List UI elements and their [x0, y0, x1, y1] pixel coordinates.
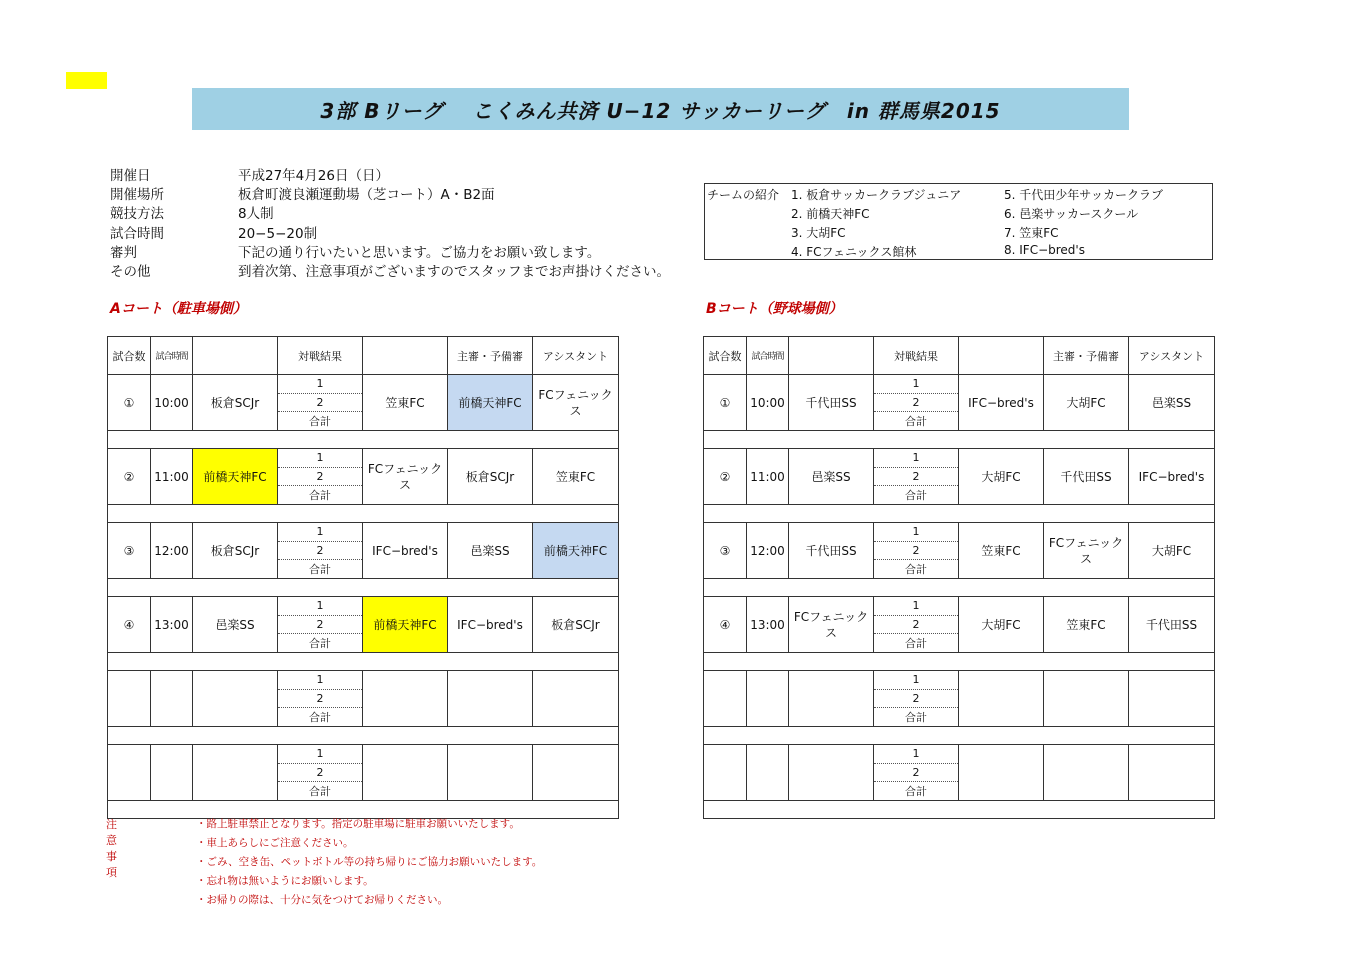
header-blank: [789, 337, 874, 375]
match-row: [704, 523, 1215, 579]
score-cell: [278, 523, 363, 579]
court-b-title: Bコート（野球場側）: [706, 301, 843, 317]
referee-text: 大胡FC: [1066, 395, 1106, 410]
away-team-text: IFC−bred's: [372, 543, 438, 558]
match-number-text: ④: [123, 617, 135, 632]
score-half-1: 1: [278, 671, 362, 690]
score-cell: [278, 671, 363, 727]
away-team: [363, 375, 448, 431]
assistant: [533, 449, 619, 505]
header-time: 試合時間: [151, 337, 193, 375]
score-half-1: 1: [874, 449, 958, 468]
match-row: [704, 745, 1215, 801]
title-banner: [192, 88, 1129, 130]
note-line: ・ごみ、空き缶、ペットボトル等の持ち帰りにご協力お願いいたします。: [196, 856, 543, 868]
score-total: 合計: [309, 489, 331, 503]
home-team-text: FCフェニックス: [793, 609, 869, 640]
score-half-2: 2: [278, 542, 362, 561]
team-item: 1. 板倉サッカークラブジュニア: [791, 188, 962, 202]
match-time: [747, 523, 789, 579]
score-half-2: 2: [278, 468, 362, 487]
score-total: 合計: [905, 563, 927, 577]
assistant-text: 千代田SS: [1145, 617, 1198, 632]
match-row: [704, 597, 1215, 653]
match-number: [108, 745, 151, 801]
referee-text: 前橋天神FC: [458, 395, 522, 410]
score-half-1: 1: [874, 597, 958, 616]
score-cell: [874, 523, 959, 579]
home-team: [789, 449, 874, 505]
match-row: [108, 375, 619, 431]
match-time-text: 12:00: [750, 543, 785, 558]
home-team: [193, 671, 278, 727]
info-value: 8人制: [238, 206, 274, 223]
match-number: [108, 523, 151, 579]
away-team: [959, 523, 1044, 579]
team-item: 2. 前橋天神FC: [791, 207, 870, 221]
header-row: [704, 337, 1215, 375]
info-label: 開催日: [110, 167, 151, 184]
away-team: [959, 671, 1044, 727]
event-info: [110, 164, 670, 280]
match-time-text: 13:00: [750, 617, 785, 632]
score-half-2: 2: [278, 690, 362, 709]
match-time: [151, 597, 193, 653]
header-row: [108, 337, 619, 375]
score-half-1: 1: [278, 375, 362, 394]
match-time: [151, 449, 193, 505]
assistant-text: 大胡FC: [1151, 543, 1192, 558]
match-time: [151, 671, 193, 727]
assistant: [1129, 671, 1215, 727]
assistant-text: 板倉SCJr: [551, 617, 600, 632]
score-half-1: 1: [874, 375, 958, 394]
score-cell: [278, 449, 363, 505]
referee-text: IFC−bred's: [457, 617, 523, 632]
header-assistant: アシスタント: [533, 337, 619, 375]
match-time: [747, 745, 789, 801]
assistant: [533, 597, 619, 653]
info-row: [110, 260, 670, 279]
score-half-2: 2: [278, 764, 362, 783]
match-number-text: ③: [719, 543, 731, 558]
match-row: [704, 671, 1215, 727]
header-referee: 主審・予備審: [448, 337, 533, 375]
match-number-text: ②: [719, 469, 731, 484]
info-label: 開催場所: [110, 186, 164, 203]
match-number: [704, 449, 747, 505]
match-row: [108, 671, 619, 727]
match-time-text: 12:00: [154, 543, 189, 558]
note-line: ・路上駐車禁止となります。指定の駐車場に駐車お願いいたします。: [196, 818, 520, 830]
away-team: [363, 523, 448, 579]
match-row: [108, 745, 619, 801]
header-num: 試合数: [704, 337, 747, 375]
score-total: 合計: [905, 489, 927, 503]
referee: [1044, 523, 1129, 579]
match-row: [108, 449, 619, 505]
info-label: その他: [110, 264, 151, 281]
home-team: [789, 523, 874, 579]
header-blank: [363, 337, 448, 375]
away-team-text: FCフェニックス: [367, 461, 443, 492]
home-team: [193, 597, 278, 653]
match-number: [704, 745, 747, 801]
score-half-1: 1: [874, 523, 958, 542]
referee: [1044, 375, 1129, 431]
note-line: ・車上あらしにご注意ください。: [196, 837, 354, 849]
team-intro-label: チームの紹介: [707, 188, 780, 202]
away-team-text: 大胡FC: [981, 617, 1021, 632]
info-value: 到着次第、注意事項がございますのでスタッフまでお声掛けください。: [238, 264, 670, 281]
referee-text: 邑楽SS: [470, 543, 510, 558]
away-team-text: 前橋天神FC: [373, 617, 437, 632]
match-number: [108, 375, 151, 431]
home-team: [789, 671, 874, 727]
assistant: [533, 523, 619, 579]
match-row: [704, 449, 1215, 505]
court-a-table: [107, 336, 619, 819]
page-title: 3部 Bリーグ こくみん共済 U−12 サッカーリーグ in 群馬県2015: [320, 98, 1001, 123]
referee-text: 板倉SCJr: [465, 469, 515, 484]
home-team: [193, 523, 278, 579]
assistant: [1129, 597, 1215, 653]
score-cell: [278, 375, 363, 431]
score-half-2: 2: [278, 616, 362, 635]
away-team-text: 大胡FC: [981, 469, 1021, 484]
score-total: 合計: [309, 711, 331, 725]
score-cell: [874, 375, 959, 431]
score-cell: [874, 597, 959, 653]
team-item: 4. FCフェニックス館林: [791, 245, 917, 259]
score-half-1: 1: [874, 671, 958, 690]
score-total: 合計: [309, 563, 331, 577]
team-item: 8. IFC−bred's: [1004, 243, 1085, 257]
home-team: [193, 745, 278, 801]
court-b-table: [703, 336, 1215, 819]
info-row: [110, 222, 670, 241]
referee: [448, 671, 533, 727]
home-team-text: 邑楽SS: [215, 617, 255, 632]
referee: [1044, 671, 1129, 727]
assistant: [1129, 375, 1215, 431]
match-time: [747, 671, 789, 727]
home-team: [193, 449, 278, 505]
match-number-text: ②: [123, 469, 135, 484]
team-item: 5. 千代田少年サッカークラブ: [1004, 188, 1164, 202]
spacer-row: [704, 727, 1215, 745]
away-team-text: IFC−bred's: [968, 395, 1034, 410]
score-total: 合計: [309, 415, 331, 429]
score-cell: [874, 671, 959, 727]
match-time: [151, 375, 193, 431]
score-half-1: 1: [278, 449, 362, 468]
assistant: [1129, 449, 1215, 505]
team-item: 3. 大胡FC: [791, 226, 846, 240]
header-blank: [959, 337, 1044, 375]
match-time: [747, 375, 789, 431]
home-team-text: 板倉SCJr: [210, 395, 260, 410]
home-team: [789, 375, 874, 431]
spacer-row: [108, 653, 619, 671]
header-result: 対戦結果: [278, 337, 363, 375]
spacer-row: [704, 653, 1215, 671]
match-number-text: ①: [719, 395, 731, 410]
referee: [448, 523, 533, 579]
match-number: [704, 523, 747, 579]
score-half-2: 2: [874, 690, 958, 709]
away-team: [363, 597, 448, 653]
score-half-2: 2: [278, 394, 362, 413]
info-row: [110, 183, 670, 202]
away-team: [959, 597, 1044, 653]
spacer-row: [704, 801, 1215, 819]
home-team: [789, 597, 874, 653]
header-time: 試合時間: [747, 337, 789, 375]
info-row: [110, 164, 670, 183]
referee: [1044, 449, 1129, 505]
home-team: [789, 745, 874, 801]
home-team-text: 前橋天神FC: [203, 469, 267, 484]
team-item: 6. 邑楽サッカースクール: [1004, 207, 1139, 221]
score-total: 合計: [905, 785, 927, 799]
match-row: [704, 375, 1215, 431]
score-total: 合計: [905, 711, 927, 725]
spacer-row: [704, 505, 1215, 523]
match-time-text: 11:00: [154, 469, 189, 484]
score-cell: [278, 745, 363, 801]
match-number: [108, 449, 151, 505]
score-half-1: 1: [278, 523, 362, 542]
match-number: [704, 671, 747, 727]
score-half-2: 2: [874, 468, 958, 487]
referee: [448, 745, 533, 801]
match-time-text: 13:00: [154, 617, 189, 632]
referee: [1044, 597, 1129, 653]
team-item: 7. 笠東FC: [1004, 226, 1059, 240]
match-number: [108, 597, 151, 653]
match-time: [747, 597, 789, 653]
away-team: [959, 745, 1044, 801]
referee: [1044, 745, 1129, 801]
match-time-text: 10:00: [750, 395, 785, 410]
info-label: 試合時間: [110, 225, 164, 242]
score-total: 合計: [905, 637, 927, 651]
referee: [448, 375, 533, 431]
away-team: [363, 671, 448, 727]
info-row: [110, 203, 670, 222]
info-value: 20−5−20制: [238, 225, 318, 242]
away-team: [363, 449, 448, 505]
away-team: [959, 375, 1044, 431]
court-a-title: Aコート（駐車場側）: [110, 301, 247, 317]
notes-title: 注意事項: [106, 818, 117, 879]
match-number: [704, 375, 747, 431]
score-total: 合計: [309, 785, 331, 799]
away-team-text: 笠東FC: [385, 395, 425, 410]
header-referee: 主審・予備審: [1044, 337, 1129, 375]
score-half-2: 2: [874, 542, 958, 561]
info-value: 平成27年4月26日（日）: [238, 167, 389, 184]
note-line: ・お帰りの際は、十分に気をつけてお帰りください。: [196, 894, 448, 906]
info-row: [110, 241, 670, 260]
spacer-row: [108, 579, 619, 597]
assistant-text: 前橋天神FC: [543, 543, 608, 558]
match-time: [151, 745, 193, 801]
assistant: [1129, 745, 1215, 801]
away-team-text: 笠東FC: [981, 543, 1021, 558]
info-label: 競技方法: [110, 206, 164, 223]
info-value: 板倉町渡良瀬運動場（芝コート）A・B2面: [238, 186, 495, 203]
score-total: 合計: [905, 415, 927, 429]
yellow-marker: [66, 72, 107, 89]
score-total: 合計: [309, 637, 331, 651]
spacer-row: [108, 431, 619, 449]
assistant-text: IFC−bred's: [1138, 469, 1205, 484]
spacer-row: [108, 727, 619, 745]
referee: [448, 449, 533, 505]
match-row: [108, 523, 619, 579]
referee: [448, 597, 533, 653]
note-line: ・忘れ物は無いようにお願いします。: [196, 875, 374, 887]
assistant: [1129, 523, 1215, 579]
score-half-2: 2: [874, 394, 958, 413]
assistant-text: 笠東FC: [555, 469, 596, 484]
score-half-2: 2: [874, 616, 958, 635]
match-time: [151, 523, 193, 579]
spacer-row: [704, 579, 1215, 597]
assistant: [533, 745, 619, 801]
score-cell: [278, 597, 363, 653]
home-team-text: 千代田SS: [805, 395, 857, 410]
score-half-1: 1: [278, 745, 362, 764]
spacer-row: [108, 505, 619, 523]
header-assistant: アシスタント: [1129, 337, 1215, 375]
score-cell: [874, 745, 959, 801]
assistant-text: FCフェニックス: [538, 387, 613, 418]
header-blank: [193, 337, 278, 375]
score-cell: [874, 449, 959, 505]
assistant-text: 邑楽SS: [1151, 395, 1192, 410]
match-time: [747, 449, 789, 505]
header-result: 対戦結果: [874, 337, 959, 375]
score-half-1: 1: [278, 597, 362, 616]
match-time-text: 11:00: [750, 469, 785, 484]
info-label: 審判: [110, 244, 137, 261]
match-number-text: ①: [123, 395, 135, 410]
header-num: 試合数: [108, 337, 151, 375]
info-value: 下記の通り行いたいと思います。ご協力をお願い致します。: [238, 244, 601, 261]
home-team-text: 板倉SCJr: [210, 543, 260, 558]
referee-text: 笠東FC: [1066, 617, 1106, 632]
match-number: [108, 671, 151, 727]
team-intro-box: [704, 183, 1213, 260]
home-team-text: 邑楽SS: [811, 469, 851, 484]
referee-text: FCフェニックス: [1048, 535, 1124, 566]
assistant: [533, 671, 619, 727]
match-number-text: ③: [123, 543, 135, 558]
home-team-text: 千代田SS: [805, 543, 857, 558]
home-team: [193, 375, 278, 431]
score-half-1: 1: [874, 745, 958, 764]
match-number: [704, 597, 747, 653]
referee-text: 千代田SS: [1060, 469, 1112, 484]
away-team: [363, 745, 448, 801]
match-row: [108, 597, 619, 653]
score-half-2: 2: [874, 764, 958, 783]
match-time-text: 10:00: [154, 395, 189, 410]
match-number-text: ④: [719, 617, 731, 632]
spacer-row: [704, 431, 1215, 449]
away-team: [959, 449, 1044, 505]
assistant: [533, 375, 619, 431]
